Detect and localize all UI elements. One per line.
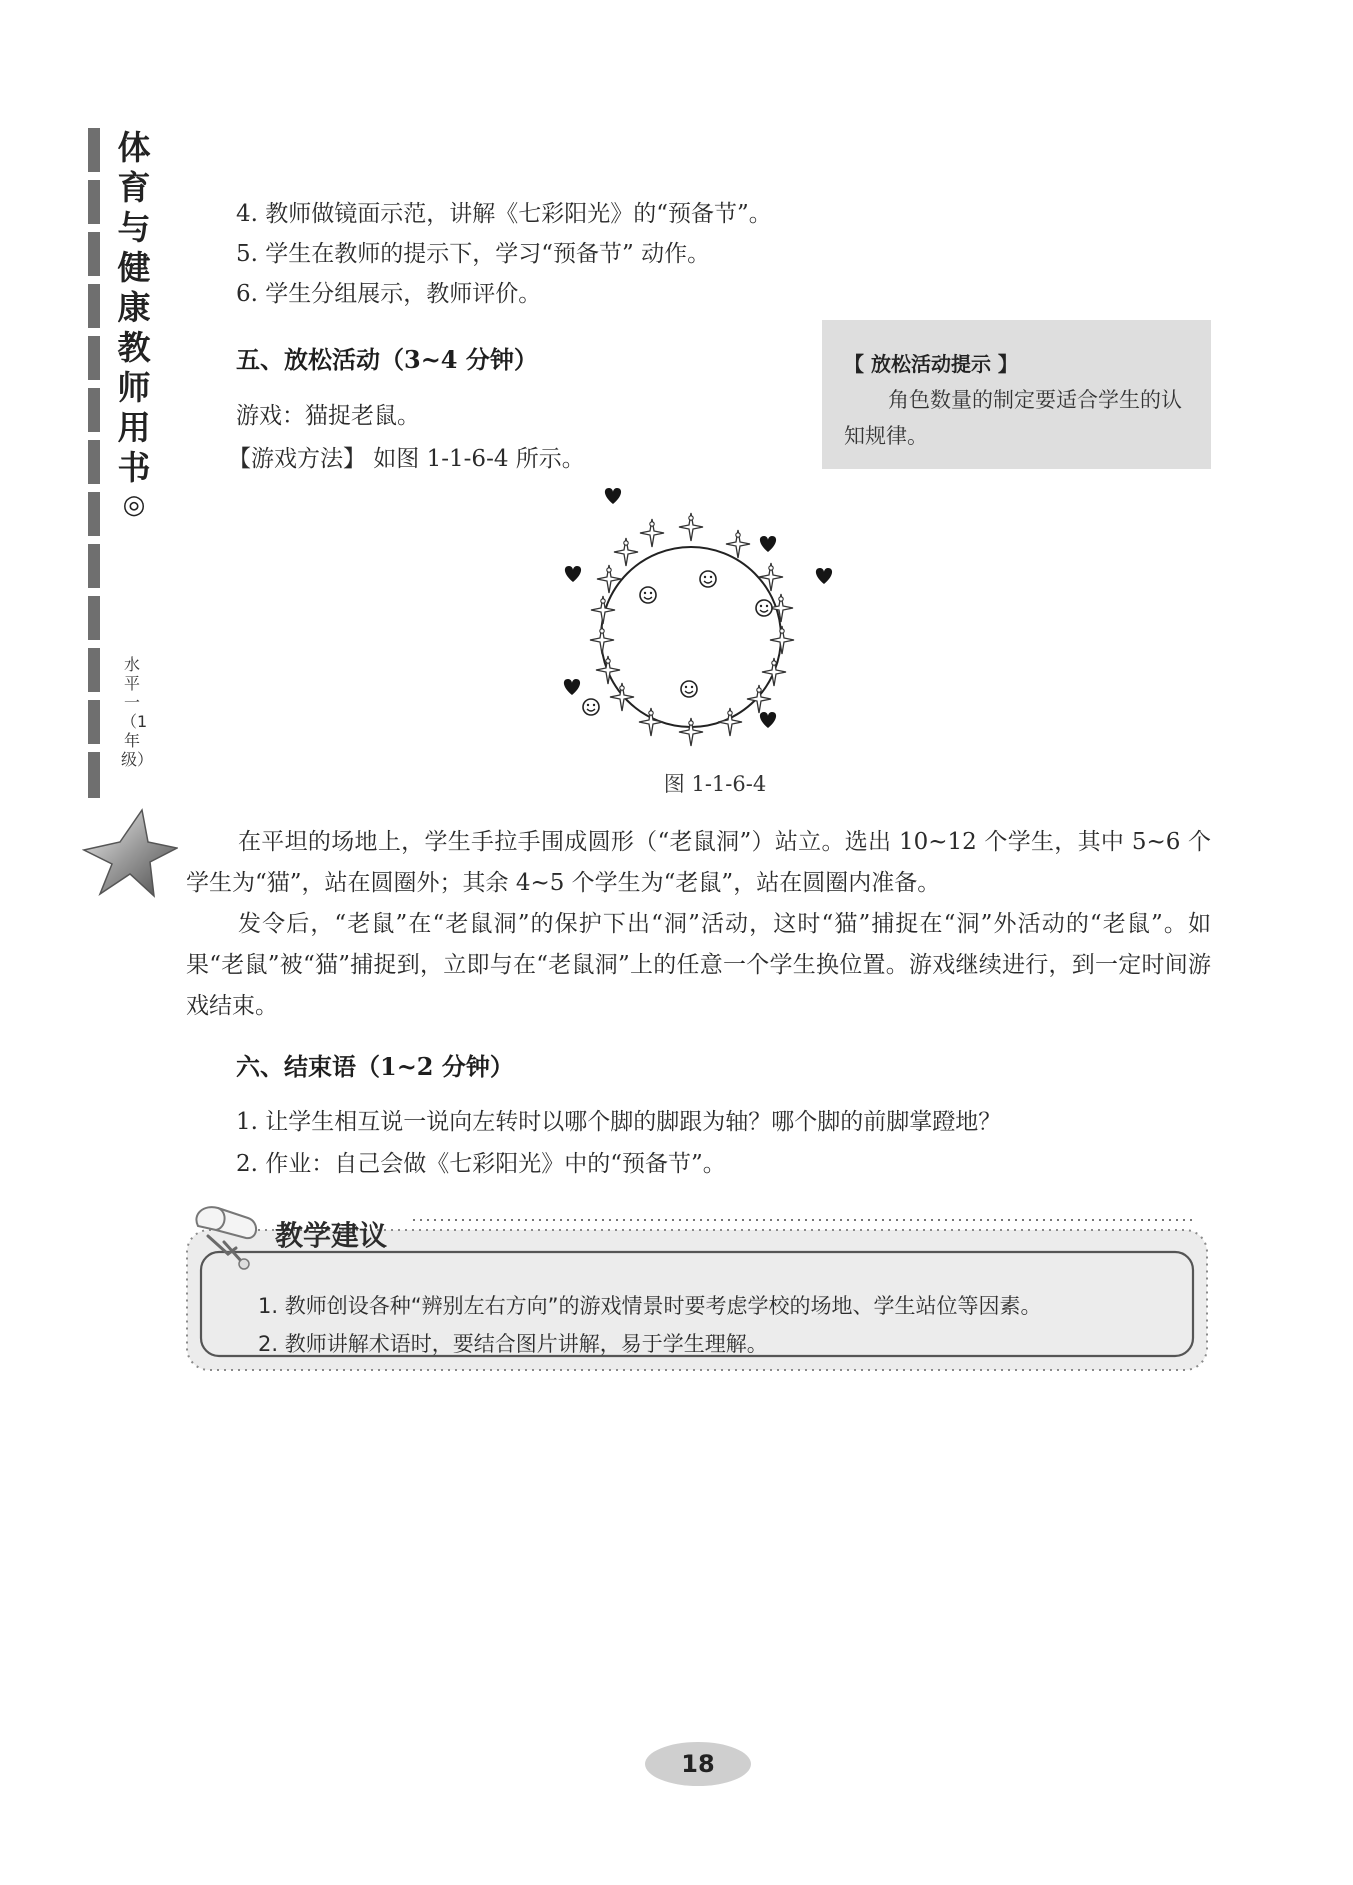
student-figure (679, 513, 703, 541)
student-figure (640, 519, 664, 547)
student-figure (610, 683, 634, 711)
cat-mouse-diagram (556, 482, 856, 752)
student-figure (726, 530, 750, 558)
game-paragraph-1: 在平坦的场地上，学生手拉手围成圆形（“老鼠洞”）站立。选出 10~12 个学生，其中 5~6 个学生为“猫”，站在圆圈外；其余 4~5 个学生为“老鼠”，站在圆圈内准备。 (186, 829, 1211, 896)
cat-heart-icon (565, 566, 581, 582)
closing-item-2: 2. 作业：自己会做《七彩阳光》中的“预备节”。 (236, 1151, 726, 1177)
page-number: 18 (681, 1750, 715, 1778)
book-mark: ◎ (122, 490, 146, 520)
section-6-heading: 六、结束语（1~2 分钟） (236, 1052, 514, 1081)
mouse-smiley-icon (756, 600, 772, 616)
mouse-smiley-icon (700, 571, 716, 587)
cat-heart-icon (564, 679, 580, 695)
page-number-badge (645, 1742, 751, 1786)
star-icon (82, 808, 178, 900)
student-figure (718, 708, 742, 736)
step-6: 6. 学生分组展示，教师评价。 (236, 281, 542, 307)
section-5-heading: 五、放松活动（3~4 分钟） (236, 345, 538, 374)
book-title-vertical (112, 128, 156, 522)
student-figure (762, 658, 786, 686)
tip-box (822, 320, 1211, 469)
suggestion-item-2: 2. 教师讲解术语时，要结合图片讲解，易于学生理解。 (258, 1332, 768, 1356)
tip-body: 角色数量的制定要适合学生的认知规律。 (844, 388, 1182, 448)
suggestion-item-1: 1. 教师创设各种“辨别左右方向”的游戏情景时要考虑学校的场地、学生站位等因素。 (258, 1294, 1042, 1318)
mouse-smiley-icon (640, 587, 656, 603)
student-figure (590, 626, 614, 654)
step-4: 4. 教师做镜面示范，讲解《七彩阳光》的“预备节”。 (236, 201, 772, 227)
book-title: 体育与健康教师用书 (117, 128, 151, 487)
cat-heart-icon (816, 568, 832, 584)
cat-heart-icon (760, 536, 776, 552)
student-figure (679, 718, 703, 746)
student-figure (591, 596, 615, 624)
side-decoration-bars (88, 128, 100, 798)
student-figure (747, 685, 771, 713)
game-paragraph-2: 发令后，“老鼠”在“老鼠洞”的保护下出“洞”活动，这时“猫”捕捉在“洞”外活动的“老鼠”。如果“老鼠”被“猫”捕捉到，立即与在“老鼠洞”上的任意一个学生换位置。游戏继续进行，到一定时间游戏结束。 (186, 911, 1211, 1019)
mouse-smiley-icon (681, 681, 697, 697)
student-figure (614, 538, 638, 566)
cat-heart-icon (760, 712, 776, 728)
figure-caption: 图 1-1-6-4 (663, 772, 767, 796)
grade-level-label: 水平一（1年级） (121, 655, 154, 769)
tip-title: 【 放松活动提示 】 (844, 352, 1018, 376)
student-figure (597, 565, 621, 593)
game-method: 【游戏方法】 如图 1-1-6-4 所示。 (228, 446, 585, 472)
student-figure (596, 656, 620, 684)
student-figure (759, 563, 783, 591)
cat-heart-icon (605, 488, 621, 504)
closing-item-1: 1. 让学生相互说一说向左转时以哪个脚的脚跟为轴？哪个脚的前脚掌蹬地？ (236, 1109, 1002, 1135)
step-5: 5. 学生在教师的提示下，学习“预备节” 动作。 (236, 241, 711, 267)
mouse-smiley-icon (583, 699, 599, 715)
student-figure (770, 626, 794, 654)
game-name: 游戏：猫捉老鼠。 (236, 403, 420, 429)
scroll-icon (188, 1196, 272, 1274)
suggestion-title: 教学建议 (275, 1219, 388, 1252)
